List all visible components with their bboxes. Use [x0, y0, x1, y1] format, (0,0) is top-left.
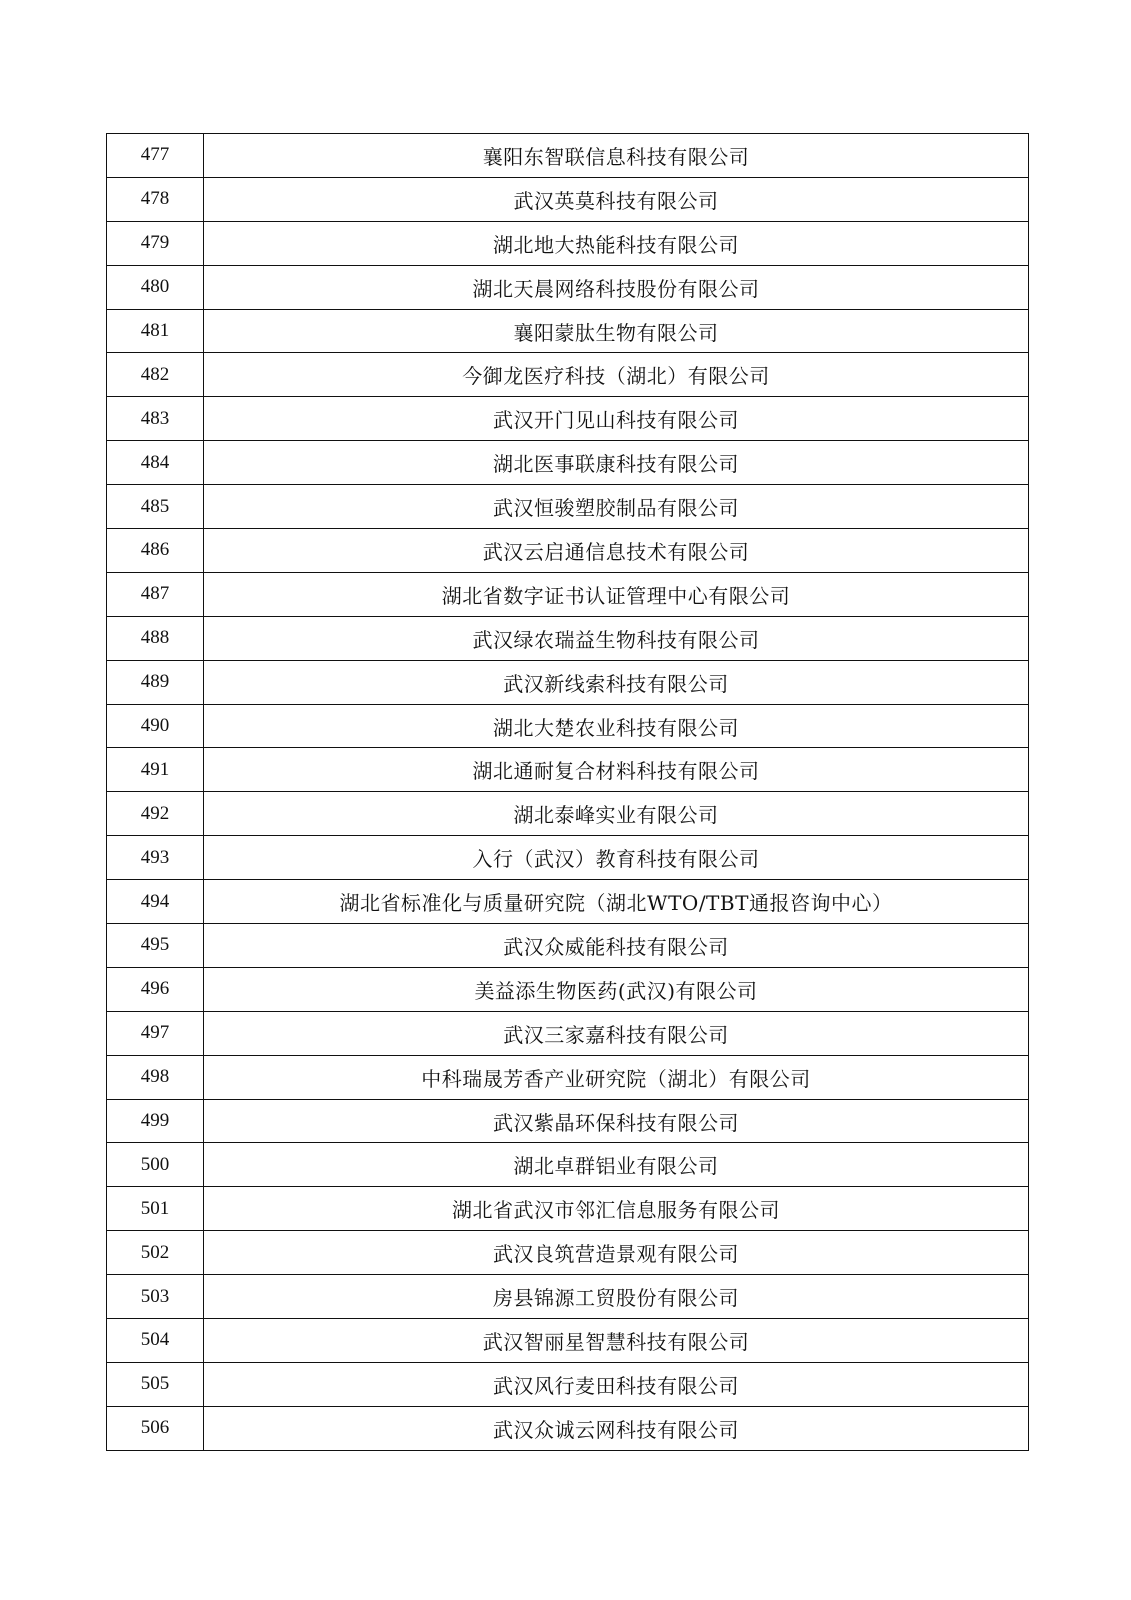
row-number: 502: [107, 1231, 204, 1275]
table-row: [107, 924, 1029, 968]
row-number: 495: [107, 924, 204, 968]
company-name: 武汉新线索科技有限公司: [204, 660, 1029, 704]
company-name: 武汉紫晶环保科技有限公司: [204, 1099, 1029, 1143]
row-number: 497: [107, 1011, 204, 1055]
table-row: [107, 1319, 1029, 1363]
row-number: 479: [107, 221, 204, 265]
table-row: [107, 353, 1029, 397]
table-row: [107, 1362, 1029, 1406]
company-name: 美益添生物医药(武汉)有限公司: [204, 967, 1029, 1011]
row-number: 501: [107, 1187, 204, 1231]
company-name: 湖北省武汉市邻汇信息服务有限公司: [204, 1187, 1029, 1231]
table-row: [107, 309, 1029, 353]
company-name: 入行（武汉）教育科技有限公司: [204, 836, 1029, 880]
table-row: [107, 880, 1029, 924]
company-name: 武汉云启通信息技术有限公司: [204, 529, 1029, 573]
row-number: 477: [107, 134, 204, 178]
row-number: 481: [107, 309, 204, 353]
company-name: 今御龙医疗科技（湖北）有限公司: [204, 353, 1029, 397]
company-name: 湖北泰峰实业有限公司: [204, 792, 1029, 836]
row-number: 503: [107, 1275, 204, 1319]
company-name: 湖北省数字证书认证管理中心有限公司: [204, 572, 1029, 616]
company-name: 湖北通耐复合材料科技有限公司: [204, 748, 1029, 792]
row-number: 478: [107, 177, 204, 221]
table-row: [107, 1187, 1029, 1231]
row-number: 493: [107, 836, 204, 880]
row-number: 494: [107, 880, 204, 924]
company-name: 武汉开门见山科技有限公司: [204, 397, 1029, 441]
company-name: 武汉风行麦田科技有限公司: [204, 1362, 1029, 1406]
table-row: [107, 177, 1029, 221]
table-row: [107, 441, 1029, 485]
company-name: 襄阳蒙肽生物有限公司: [204, 309, 1029, 353]
table-row: [107, 265, 1029, 309]
table-row: [107, 134, 1029, 178]
row-number: 506: [107, 1406, 204, 1450]
row-number: 491: [107, 748, 204, 792]
company-name: 湖北地大热能科技有限公司: [204, 221, 1029, 265]
row-number: 480: [107, 265, 204, 309]
company-name: 湖北天晨网络科技股份有限公司: [204, 265, 1029, 309]
company-name: 武汉良筑营造景观有限公司: [204, 1231, 1029, 1275]
row-number: 490: [107, 704, 204, 748]
table-row: [107, 616, 1029, 660]
row-number: 499: [107, 1099, 204, 1143]
table-row: [107, 572, 1029, 616]
table-row: [107, 1099, 1029, 1143]
company-name: 武汉绿农瑞益生物科技有限公司: [204, 616, 1029, 660]
company-name: 武汉众诚云网科技有限公司: [204, 1406, 1029, 1450]
row-number: 482: [107, 353, 204, 397]
company-name: 中科瑞晟芳香产业研究院（湖北）有限公司: [204, 1055, 1029, 1099]
company-name: 湖北省标准化与质量研究院（湖北WTO/TBT通报咨询中心）: [204, 880, 1029, 924]
company-name: 武汉英莫科技有限公司: [204, 177, 1029, 221]
table-row: [107, 836, 1029, 880]
company-name: 襄阳东智联信息科技有限公司: [204, 134, 1029, 178]
company-name: 武汉众威能科技有限公司: [204, 924, 1029, 968]
table-body: [107, 134, 1029, 1451]
company-name: 武汉三家嘉科技有限公司: [204, 1011, 1029, 1055]
table-row: [107, 704, 1029, 748]
table-row: [107, 1011, 1029, 1055]
table-row: [107, 1231, 1029, 1275]
row-number: 498: [107, 1055, 204, 1099]
row-number: 487: [107, 572, 204, 616]
table-row: [107, 748, 1029, 792]
company-name: 房县锦源工贸股份有限公司: [204, 1275, 1029, 1319]
table-row: [107, 660, 1029, 704]
table-row: [107, 397, 1029, 441]
row-number: 484: [107, 441, 204, 485]
company-name: 武汉智丽星智慧科技有限公司: [204, 1319, 1029, 1363]
row-number: 489: [107, 660, 204, 704]
row-number: 485: [107, 485, 204, 529]
table-row: [107, 1406, 1029, 1450]
row-number: 483: [107, 397, 204, 441]
table-row: [107, 1275, 1029, 1319]
company-name: 湖北大楚农业科技有限公司: [204, 704, 1029, 748]
table-row: [107, 1143, 1029, 1187]
row-number: 492: [107, 792, 204, 836]
company-name: 湖北医事联康科技有限公司: [204, 441, 1029, 485]
row-number: 504: [107, 1319, 204, 1363]
table-row: [107, 485, 1029, 529]
row-number: 488: [107, 616, 204, 660]
table-row: [107, 529, 1029, 573]
row-number: 505: [107, 1362, 204, 1406]
row-number: 486: [107, 529, 204, 573]
row-number: 500: [107, 1143, 204, 1187]
table-row: [107, 792, 1029, 836]
row-number: 496: [107, 967, 204, 1011]
table-row: [107, 1055, 1029, 1099]
table-row: [107, 967, 1029, 1011]
company-name: 湖北卓群铝业有限公司: [204, 1143, 1029, 1187]
company-list-table: [106, 133, 1029, 1451]
table-row: [107, 221, 1029, 265]
company-name: 武汉恒骏塑胶制品有限公司: [204, 485, 1029, 529]
